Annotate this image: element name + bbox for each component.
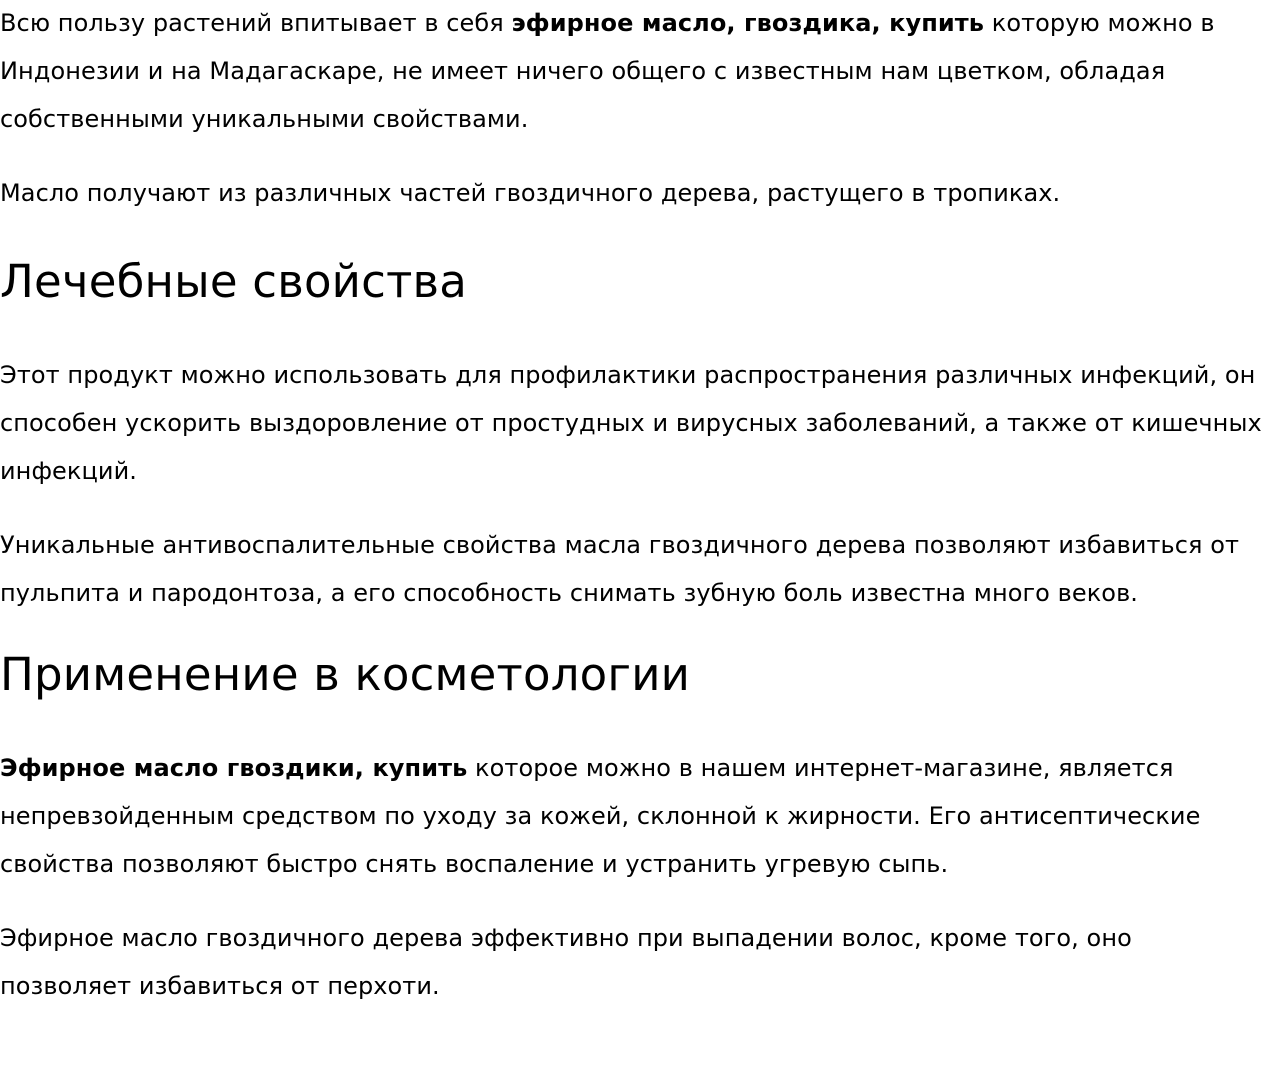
intro-paragraph-1 <box>0 0 1270 143</box>
cosmetology-paragraph-1 <box>0 744 1270 888</box>
section-heading-cosmetology: Применение в косметологии <box>0 648 691 701</box>
intro-paragraph-1-text-end: которую можно в Индонезии и на Мадагаскаре, не имеет ничего общего с известным нам цветком, обладая собственными уникальными свойствами. <box>0 9 1215 133</box>
section-heading-healing-properties: Лечебные свойства <box>0 255 467 308</box>
cosmetology-paragraph-1-text: которое можно в нашем интернет-магазине, является непревзойденным средством по уходу за кожей, склонной к жирности. Его антисептические свойства позволяют быстро снять воспаление и устранить угревую сыпь. <box>0 754 1201 878</box>
intro-keyword-bold: эфирное масло, гвоздика, купить <box>511 9 985 37</box>
cosmetology-keyword-bold: Эфирное масло гвоздики, купить <box>0 754 468 782</box>
healing-paragraph-1: Этот продукт можно использовать для профилактики распространения различных инфекций, он способен ускорить выздоровление от простудных и вирусных заболеваний, а также от кишечных инфекций. <box>0 361 1262 485</box>
intro-paragraph-1-text-start: Всю пользу растений впитывает в себя <box>0 9 512 37</box>
cosmetology-paragraph-2: Эфирное масло гвоздичного дерева эффективно при выпадении волос, кроме того, оно позволяет избавиться от перхоти. <box>0 924 1132 1000</box>
intro-paragraph-2: Масло получают из различных частей гвоздичного дерева, растущего в тропиках. <box>0 179 1061 207</box>
healing-paragraph-2: Уникальные антивоспалительные свойства масла гвоздичного дерева позволяют избавиться от пульпита и пародонтоза, а его способность снимать зубную боль известна много веков. <box>0 531 1240 607</box>
